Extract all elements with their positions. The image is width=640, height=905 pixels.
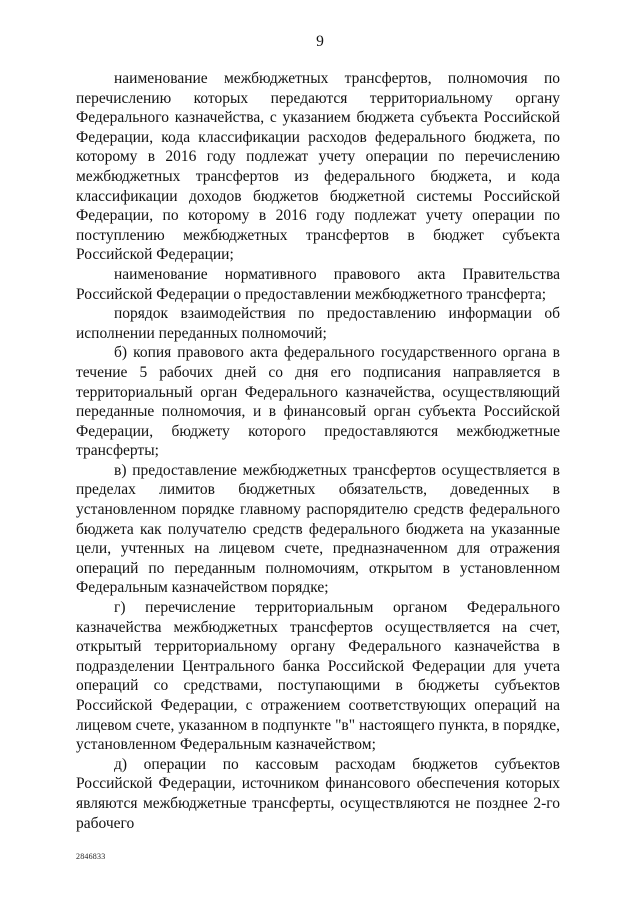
paragraph: в) предоставление межбюджетных трансфертов осуществляется в пределах лимитов бюджетных обязательств, доведенных в установленном порядке главному распорядителю средств федерального бюджета как получателю средств федерального бюджета на указанные цели, учтенных на лицевом счете, предназначенном для отражения операций по переданным полномочиям, открытом в установленном Федеральным казначейством порядке; — [76, 461, 560, 597]
paragraph: наименование нормативного правового акта Правительства Российской Федерации о предоставлении межбюджетного трансферта; — [76, 265, 560, 303]
paragraph: г) перечисление территориальным органом Федерального казначейства межбюджетных трансфертов осуществляется на счет, открытый территориальному органу Федерального казначейства в подразделении Центрального банка Российской Федерации для учета операций со средствами, поступающими в бюджеты субъектов Российской Федерации, с отражением соответствующих операций на лицевом счете, указанном в подпункте "в" настоящего пункта, в порядке, установленном Федеральным казначейством; — [76, 599, 560, 754]
paragraph: д) операции по кассовым расходам бюджетов субъектов Российской Федерации, источником финансового обеспечения которых являются межбюджетные трансферты, осуществляются не позднее 2-го рабочего — [76, 755, 560, 832]
paragraph: наименование межбюджетных трансфертов, полномочия по перечислению которых передаются территориальному органу Федерального казначейства, с указанием бюджета субъекта Российской Федерации, кода классификации расходов федерального бюджета, по которому в 2016 году подлежат учету операции по перечислению межбюджетных трансфертов из федерального бюджета, и кода классификации доходов бюджетов бюджетной системы Российской Федерации, по которому в 2016 году подлежат учету операции по поступлению межбюджетных трансфертов в бюджет субъекта Российской Федерации; — [76, 70, 560, 264]
page-number: 9 — [316, 33, 324, 50]
paragraph: б) копия правового акта федерального государственного органа в течение 5 рабочих дней со дня его подписания направляется в территориальный орган Федерального казначейства, осуществляющий переданные полномочия, и в финансовый орган субъекта Российской Федерации, бюджету которого предоставляются межбюджетные трансферты; — [76, 344, 560, 460]
document-body — [76, 69, 560, 833]
document-code: 2846833 — [76, 852, 106, 861]
paragraph: порядок взаимодействия по предоставлению информации об исполнении переданных полномочий; — [76, 305, 560, 342]
